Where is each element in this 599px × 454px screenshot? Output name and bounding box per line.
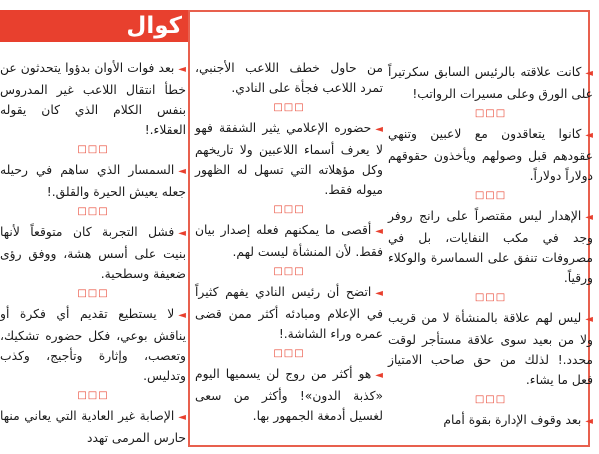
column-paragraph <box>388 308 593 390</box>
separator-squares: □□□ <box>273 102 305 113</box>
column-paragraph <box>195 220 383 262</box>
column-paragraph <box>195 58 383 98</box>
separator-squares: □□□ <box>474 190 507 201</box>
paragraph-text: حضوره الإعلامي يثير الشفقة فهو لا يعرف أسماء اللاعبين ولا تاريخهم وكل مؤهلاته التي تسهل له الظهور ميوله فقط. <box>195 121 383 197</box>
separator-squares: □□□ <box>474 292 507 303</box>
paragraph-text: كانت علاقته بالرئيس السابق سكرتيراً على الورق وعلى مسيرات الرواتب! <box>388 65 593 101</box>
column-left <box>0 58 186 448</box>
separator-squares: □□□ <box>474 394 507 405</box>
paragraph-text: أقصى ما يمكنهم فعله إصدار بيان فقط. لأن المنشأة ليست لهم. <box>195 223 383 259</box>
column-paragraph <box>388 124 593 186</box>
red-triangle-bullet-icon: ◄ <box>375 124 383 135</box>
red-triangle-bullet-icon: ◄ <box>585 212 593 223</box>
column-paragraph <box>0 222 186 284</box>
red-triangle-bullet-icon: ◄ <box>178 228 186 239</box>
paragraph-text: من حاول خطف اللاعب الأجنبي، تمرد اللاعب فجأة على النادي. <box>195 61 383 95</box>
column-paragraph <box>0 304 186 386</box>
paragraph-text: فشل التجربة كان متوقعاً لأنها بنيت على أسس هشة، ووفق رؤى ضعيفة وسطحية. <box>0 225 186 281</box>
paragraph-text: السمسار الذي ساهم في رحيله جعله يعيش الحيرة والقلق.! <box>0 163 186 199</box>
column-paragraph <box>0 160 186 202</box>
red-triangle-bullet-icon: ◄ <box>178 412 186 423</box>
red-triangle-bullet-icon: ◄ <box>375 370 383 381</box>
separator-squares: □□□ <box>77 206 109 217</box>
column-paragraph <box>388 206 593 288</box>
section-header-tag: كوال <box>0 10 188 42</box>
red-triangle-bullet-icon: ◄ <box>585 416 593 427</box>
column-paragraph <box>388 62 593 104</box>
red-triangle-bullet-icon: ◄ <box>585 68 593 79</box>
column-paragraph <box>0 406 186 448</box>
red-triangle-bullet-icon: ◄ <box>178 310 186 321</box>
column-paragraph <box>388 410 593 432</box>
paragraph-text: كانوا يتعاقدون مع لاعبين وتنهي عقودهم قبل وصولهم ويأخذون حقوقهم دولاراً دولاراً. <box>388 127 593 183</box>
paragraph-text: لا يستطيع تقديم أي فكرة أو يناقش بوعي، فكل حضوره تشكيك، وتعصب، وإثارة وتأجيج، وكذب وتدليس. <box>0 307 186 383</box>
paragraph-text: الإصابة غير العادية التي يعاني منها حارس المرمى تهدد <box>0 409 186 445</box>
red-triangle-bullet-icon: ◄ <box>585 130 593 141</box>
paragraph-text: ليس لهم علاقة بالمنشأة لا من قريب ولا من بعيد سوى علاقة مستأجر لوقت محدد.! لذلك من حق صاحب الامتياز فعل ما يشاء. <box>388 311 593 387</box>
paragraph-text: بعد وقوف الإدارة بقوة أمام <box>443 413 582 427</box>
separator-squares: □□□ <box>77 390 109 401</box>
separator-squares: □□□ <box>77 288 109 299</box>
paragraph-text: هو أكثر من روج لن يسميها اليوم «كذبة الدون»! وأكثر من سعى لغسيل أدمغة الجمهور بها. <box>195 367 383 423</box>
red-triangle-bullet-icon: ◄ <box>585 314 593 325</box>
paragraph-text: الإهدار ليس مقتصراً على رانج روفر وجد في مكب النفايات، بل في مصروفات تنفق على السماسرة والوكلاء ورقياً. <box>388 209 593 285</box>
separator-squares: □□□ <box>273 204 305 215</box>
red-triangle-bullet-icon: ◄ <box>178 166 186 177</box>
paragraph-text: بعد فوات الأوان بدؤوا يتحدثون عن خطأ انتقال اللاعب غير المدروس بنفس الكلام الذي كان يقوله العقلاء.! <box>0 61 186 137</box>
paragraph-text: اتضح أن رئيس النادي يفهم كثيراً في الإعلام ومبادئه أكثر ممن قضى عمره وراء الشاشة.! <box>195 285 383 341</box>
column-middle <box>195 58 383 426</box>
column-paragraph <box>195 118 383 200</box>
separator-squares: □□□ <box>273 266 305 277</box>
separator-squares: □□□ <box>474 108 507 119</box>
separator-squares: □□□ <box>77 144 109 155</box>
separator-squares: □□□ <box>273 348 305 359</box>
red-triangle-bullet-icon: ◄ <box>375 226 383 237</box>
red-triangle-bullet-icon: ◄ <box>375 288 383 299</box>
red-triangle-bullet-icon: ◄ <box>178 64 186 75</box>
column-paragraph <box>195 364 383 426</box>
column-paragraph <box>195 282 383 344</box>
column-paragraph <box>0 58 186 140</box>
column-right <box>388 62 593 432</box>
